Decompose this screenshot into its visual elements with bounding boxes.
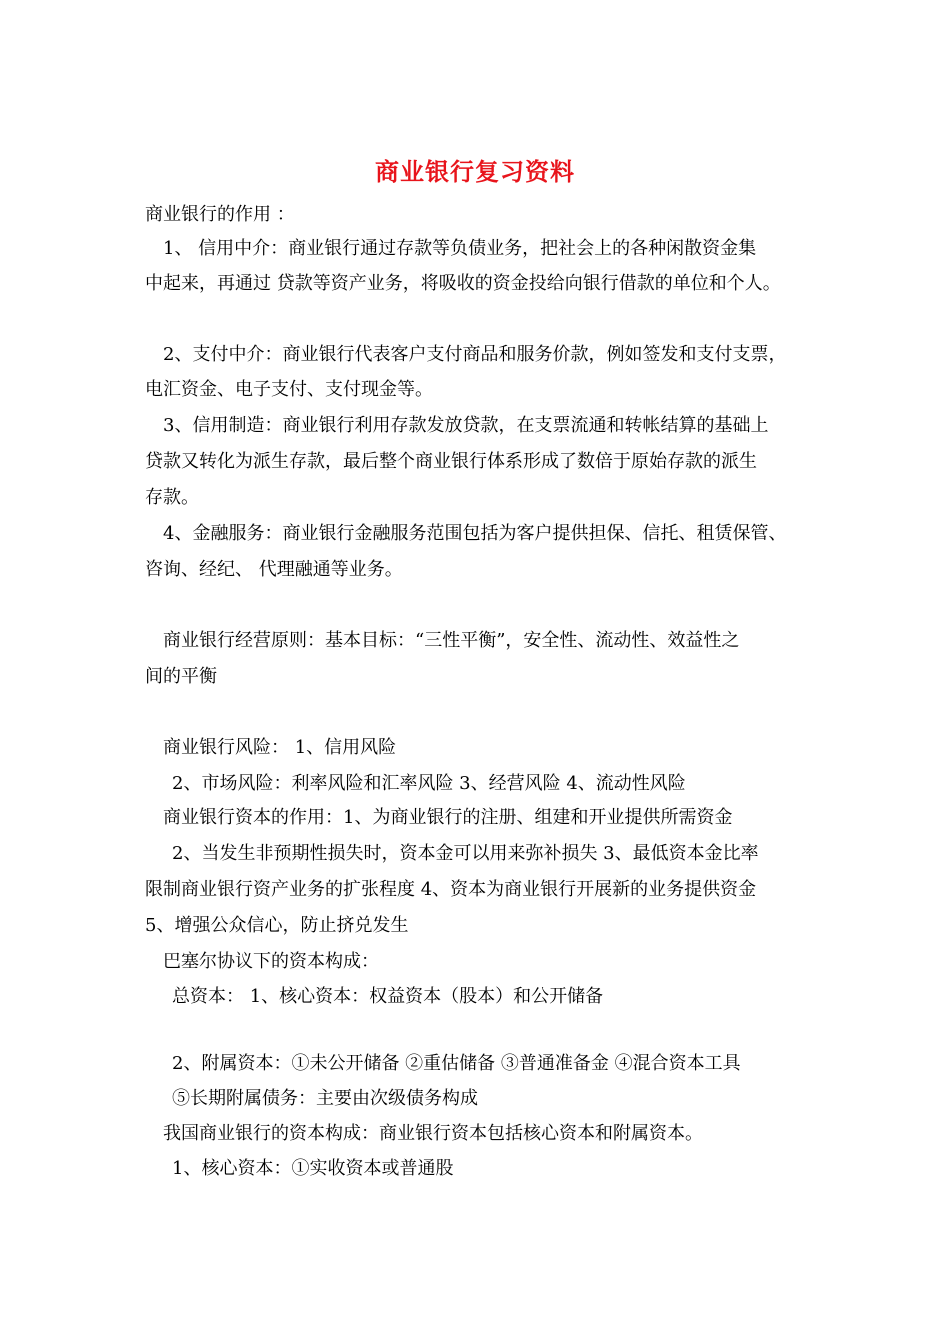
text-line: 2、支付中介：商业银行代表客户支付商品和服务价款，例如签发和支付支票， — [163, 344, 787, 365]
text-line: 我国商业银行的资本构成：商业银行资本包括核心资本和附属资本。 — [163, 1123, 703, 1144]
text-line: 2、市场风险：利率风险和汇率风险 3、经营风险 4、流动性风险 — [172, 773, 686, 794]
text-line: 咨询、经纪、 代理融通等业务。 — [145, 559, 403, 580]
text-line: 商业银行资本的作用：1、为商业银行的注册、组建和开业提供所需资金 — [163, 807, 733, 828]
text-line: 商业银行风险： 1、信用风险 — [163, 737, 397, 758]
text-line: 1、 信用中介：商业银行通过存款等负债业务，把社会上的各种闲散资金集 — [163, 238, 757, 259]
text-line: 3、信用制造：商业银行利用存款发放贷款，在支票流通和转帐结算的基础上 — [163, 415, 769, 436]
text-line: 总资本： 1、核心资本：权益资本（股本）和公开储备 — [172, 986, 604, 1007]
text-line: 贷款又转化为派生存款，最后整个商业银行体系形成了数倍于原始存款的派生 — [145, 451, 757, 472]
text-line: 存款。 — [145, 487, 199, 508]
text-line: 中起来，再通过 贷款等资产业务，将吸收的资金投给向银行借款的单位和个人。 — [145, 273, 781, 294]
text-line: 商业银行经营原则：基本目标：“三性平衡”，安全性、流动性、效益性之 — [163, 630, 740, 651]
text-line: 间的平衡 — [145, 666, 217, 687]
text-line: 4、金融服务：商业银行金融服务范围包括为客户提供担保、信托、租赁保管、 — [163, 523, 787, 544]
text-line: 2、附属资本：①未公开储备 ②重估储备 ③普通准备金 ④混合资本工具 — [172, 1053, 741, 1074]
text-line: 2、当发生非预期性损失时，资本金可以用来弥补损失 3、最低资本金比率 — [172, 843, 759, 864]
text-line: 限制商业银行资产业务的扩张程度 4、资本为商业银行开展新的业务提供资金 — [145, 879, 757, 900]
document-title: 商业银行复习资料 — [375, 157, 575, 186]
text-line: 1、核心资本：①实收资本或普通股 — [172, 1158, 454, 1179]
text-line: ⑤长期附属债务：主要由次级债务构成 — [172, 1088, 478, 1109]
text-line: 巴塞尔协议下的资本构成： — [163, 951, 379, 972]
text-line: 电汇资金、电子支付、支付现金等。 — [145, 379, 433, 400]
text-line: 5、增强公众信心，防止挤兑发生 — [145, 915, 409, 936]
text-line: 商业银行的作用 ： — [145, 204, 295, 225]
